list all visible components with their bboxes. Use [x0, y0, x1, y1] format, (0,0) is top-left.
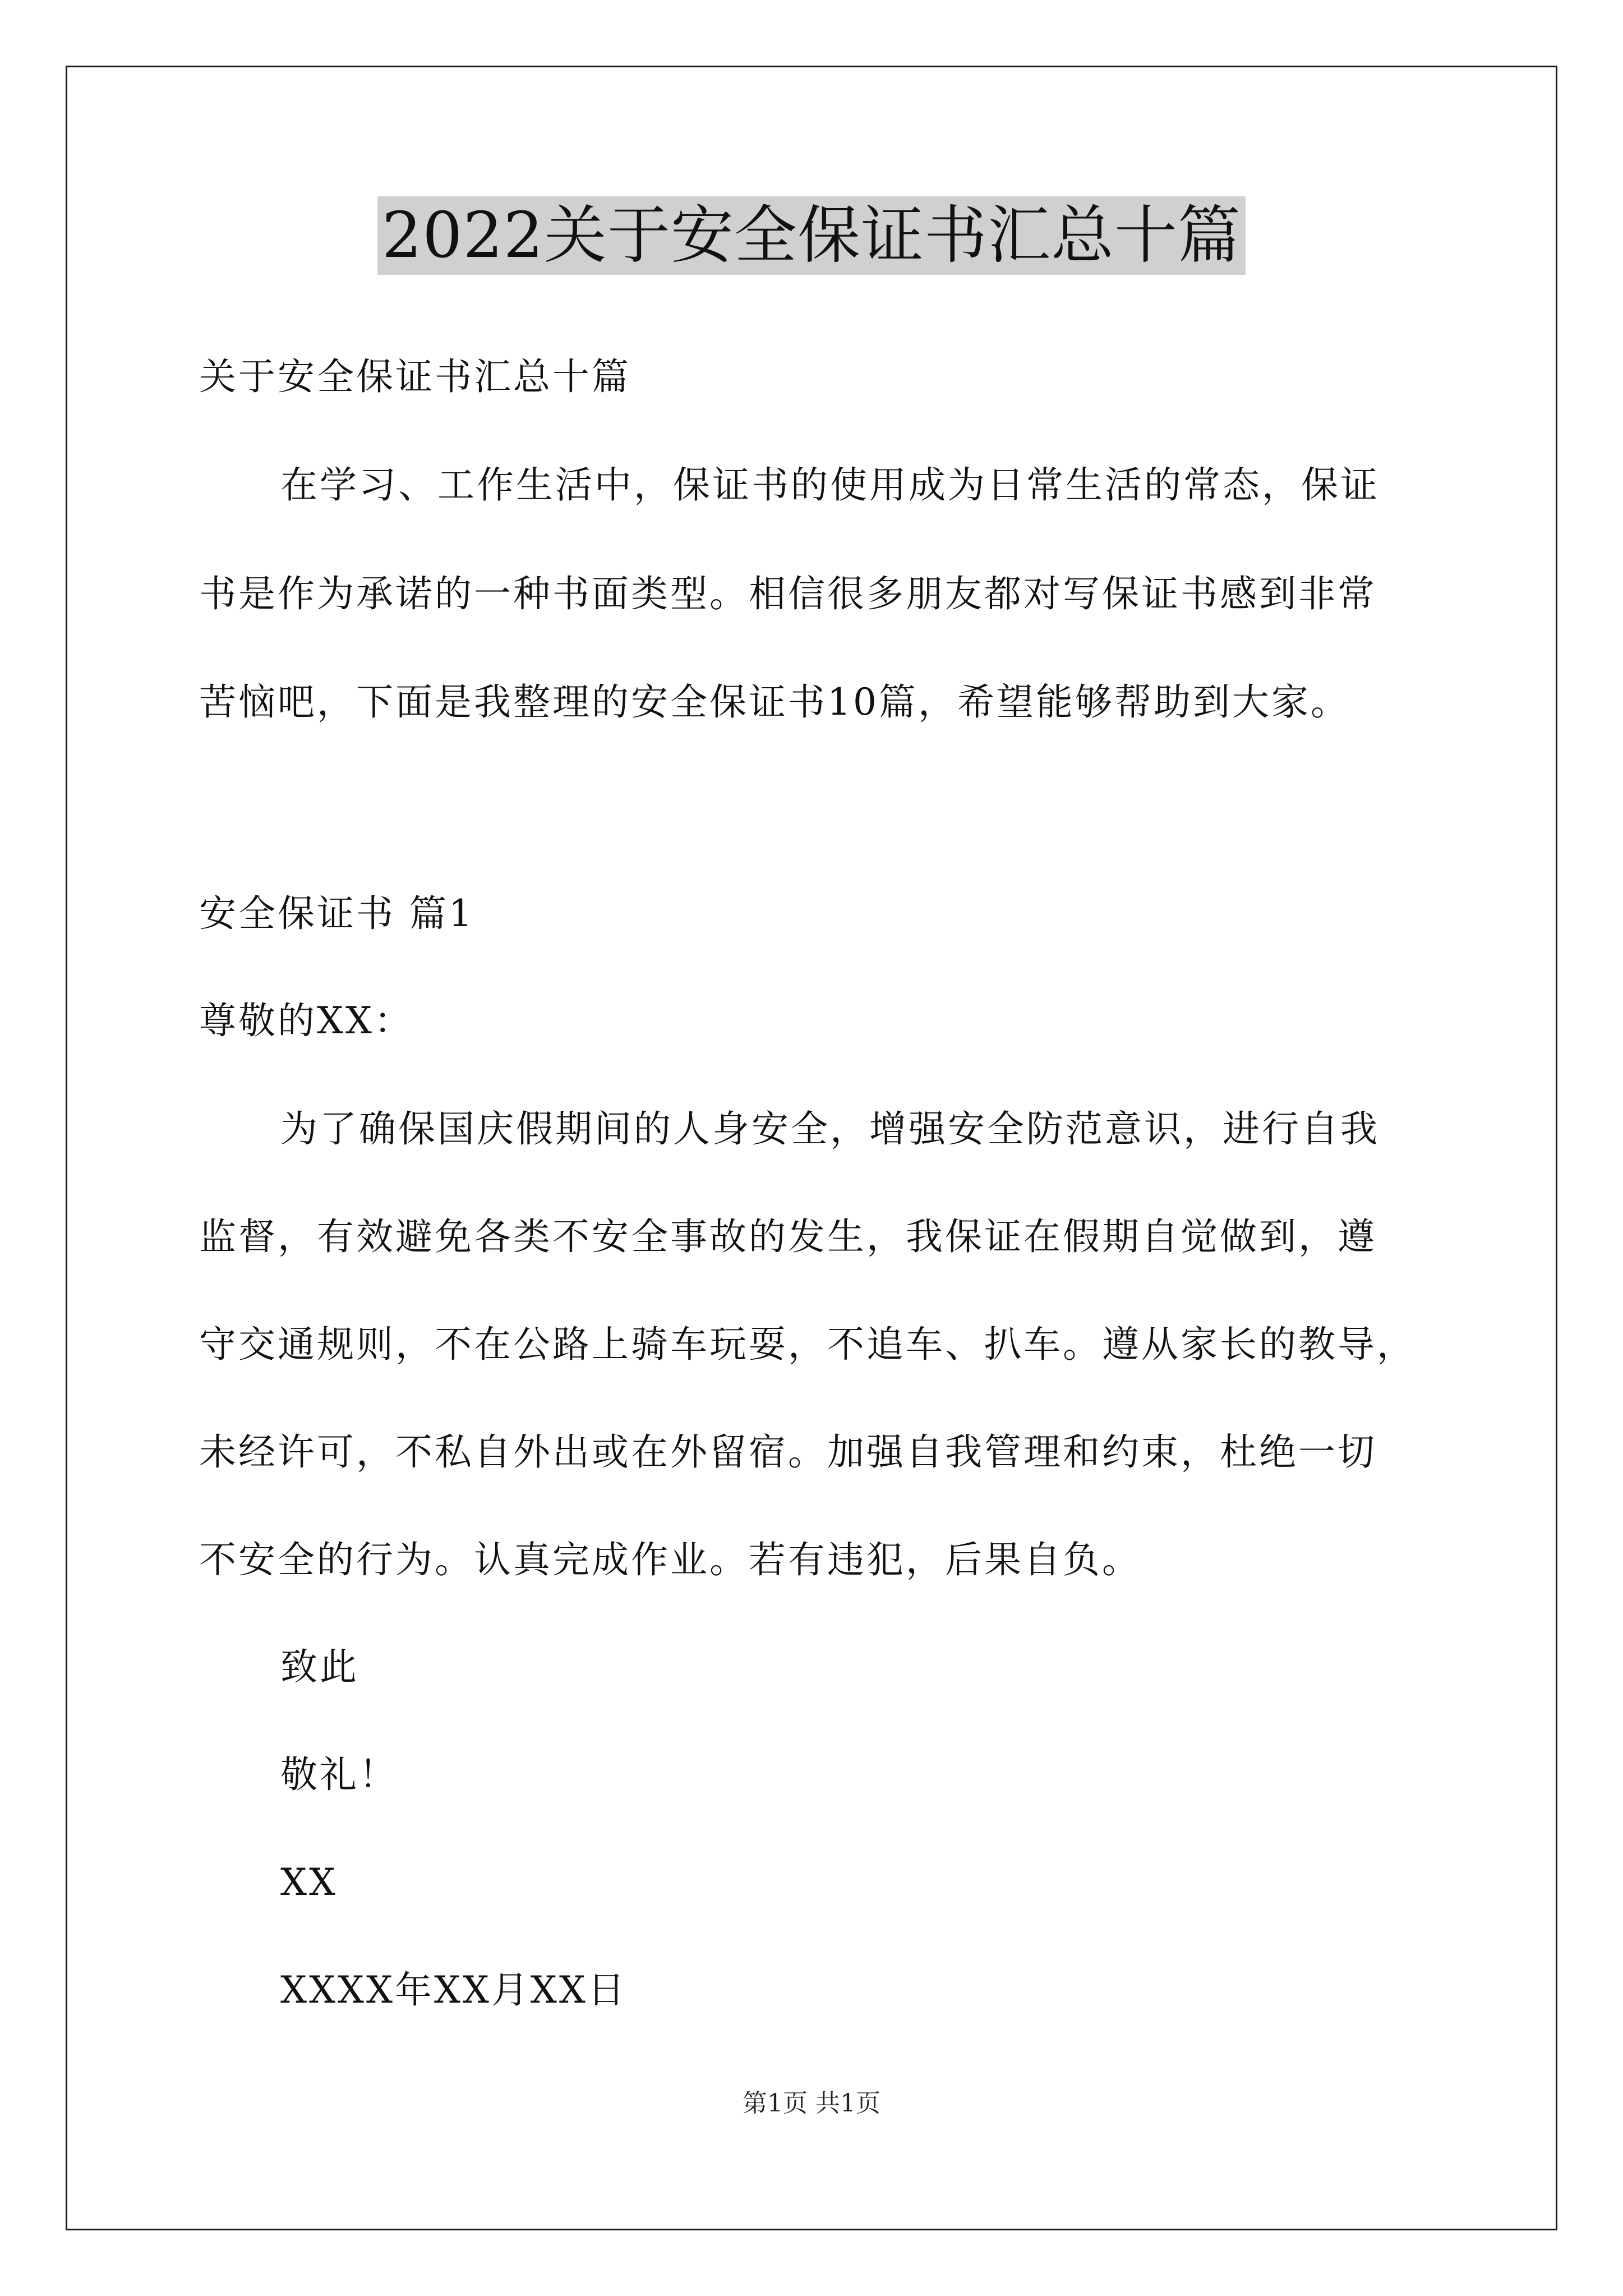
body-line-2: 监督，有效避免各类不安全事故的发生，我保证在假期自觉做到，遵	[199, 1215, 1377, 1258]
page-footer: 第1页 共1页	[743, 2089, 880, 2118]
intro-line-3: 苦恼吧，下面是我整理的安全保证书10篇，希望能够帮助到大家。	[199, 680, 1350, 724]
body-line-4: 未经许可，不私自外出或在外留宿。加强自我管理和约束，杜绝一切	[199, 1430, 1377, 1474]
body-line-3: 守交通规则，不在公路上骑车玩耍，不追车、扒车。遵从家长的教导，	[199, 1323, 1416, 1366]
section-heading: 安全保证书 篇1	[199, 892, 474, 935]
document-title: 2022关于安全保证书汇总十篇	[377, 196, 1246, 275]
body-line-5: 不安全的行为。认真完成作业。若有违犯，后果自负。	[199, 1538, 1141, 1581]
intro-line-1: 在学习、工作生活中，保证书的使用成为日常生活的常态，保证	[280, 463, 1380, 507]
closing-jingli: 敬礼！	[280, 1753, 398, 1796]
intro-line-2: 书是作为承诺的一种书面类型。相信很多朋友都对写保证书感到非常	[199, 572, 1377, 615]
title-container	[0, 196, 1623, 275]
date: XXXX年XX月XX日	[280, 1968, 627, 2012]
document-subtitle: 关于安全保证书汇总十篇	[199, 355, 631, 398]
closing-zhici: 致此	[280, 1645, 359, 1688]
body-line-1: 为了确保国庆假期间的人身安全，增强安全防范意识，进行自我	[280, 1107, 1380, 1151]
salutation: 尊敬的XX：	[199, 999, 413, 1042]
signature: XX	[280, 1861, 338, 1904]
